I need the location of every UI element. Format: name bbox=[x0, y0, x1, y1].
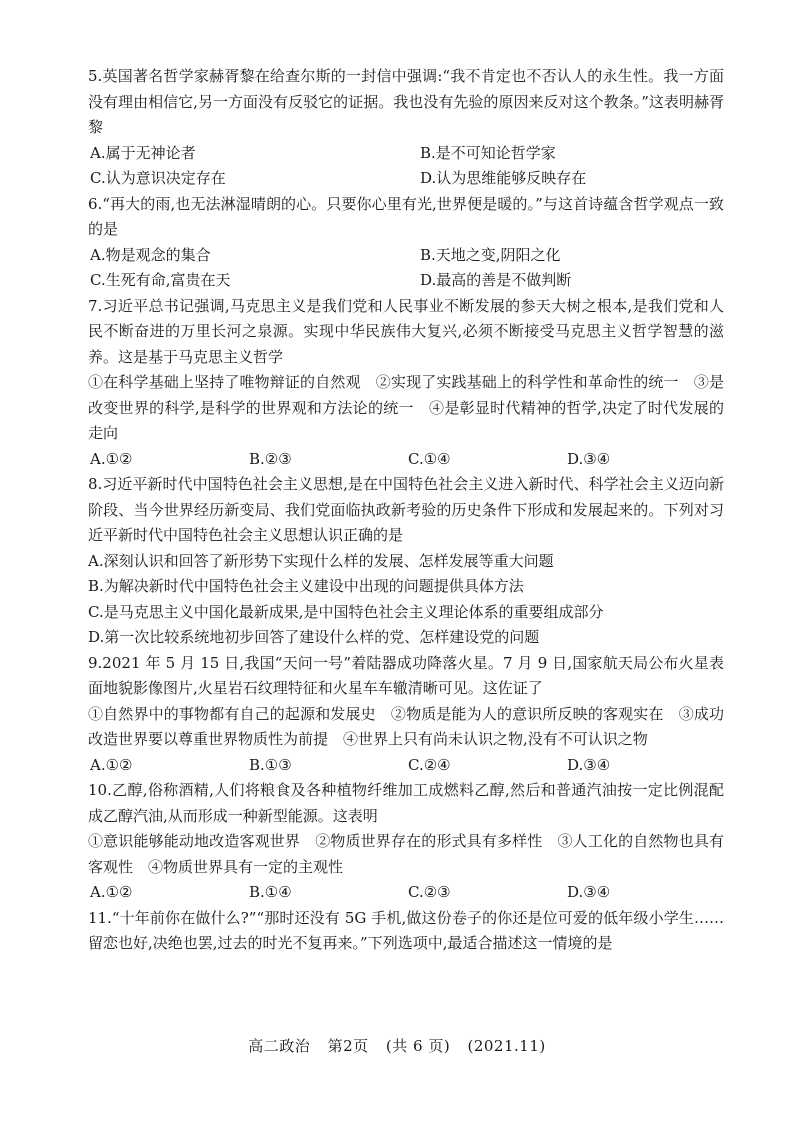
question-stem: 7.习近平总书记强调,马克思主义是我们党和人民事业不断发展的参天大树之根本,是我们党和人民不断奋进的万里长河之泉源。实现中华民族伟大复兴,必须不断接受马克思主义哲学智慧的滋养。这是基于马克思主义哲学 bbox=[88, 296, 724, 366]
footer-subject: 高二政治 bbox=[248, 1037, 311, 1055]
option-d: D.最高的善是不做判断 bbox=[420, 271, 572, 289]
question-stem: 8.习近平新时代中国特色社会主义思想,是在中国特色社会主义进入新时代、科学社会主义迈向新阶段、当今世界经历新变局、我们党面临执政新考验的历史条件下形成和发展起来的。下列对习近平新时代中国特色社会主义思想认识正确的是 bbox=[88, 475, 724, 544]
question-10 bbox=[88, 778, 724, 906]
question-statements: ①在科学基础上坚持了唯物辩证的自然观 ②实现了实践基础上的科学性和革命性的统一 ③是改变世界的科学,是科学的世界观和方法论的统一 ④是彰显时代精神的哲学,决定了时代发展的走向 bbox=[88, 373, 724, 442]
options bbox=[88, 880, 724, 906]
option-c: C.②③ bbox=[408, 883, 451, 901]
question-8 bbox=[88, 472, 724, 651]
option-d: D.认为思维能够反映存在 bbox=[420, 169, 587, 187]
question-stem: 9.2021 年 5 月 15 日,我国“天问一号”着陆器成功降落火星。7 月 9 日,国家航天局公布火星表面地貌影像图片,火星岩石纹理特征和火星车车辙清晰可见。这佐证了 bbox=[88, 653, 724, 697]
option-d: D.③④ bbox=[567, 755, 611, 774]
question-11 bbox=[88, 906, 724, 957]
question-list bbox=[88, 64, 724, 957]
question-stem: 6.“再大的雨,也无法淋湿晴朗的心。只要你心里有光,世界便是暖的。”与这首诗蕴含哲学观点一致的是 bbox=[88, 194, 724, 238]
footer-page: 第2页 bbox=[327, 1037, 369, 1055]
question-6 bbox=[88, 192, 724, 294]
option-c: C.是马克思主义中国化最新成果,是中国特色社会主义理论体系的重要组成部分 bbox=[88, 602, 604, 621]
question-statements: ①自然界中的事物都有自己的起源和发展史 ②物质是能为人的意识所反映的客观实在 ③成功改造世界要以尊重世界物质性为前提 ④世界上只有尚未认识之物,没有不可认识之物 bbox=[88, 704, 724, 748]
question-stem: 11.“十年前你在做什么?”“那时还没有 5G 手机,做这份卷子的你还是位可爱的低年级小学生……留恋也好,决绝也罢,过去的时光不复再来。”下列选项中,最适合描述这一情境的是 bbox=[88, 908, 724, 952]
option-d: D.③④ bbox=[567, 449, 611, 468]
option-b: B.②③ bbox=[249, 449, 292, 468]
option-c: C.①④ bbox=[408, 449, 451, 468]
question-5 bbox=[88, 64, 724, 192]
option-c: C.②④ bbox=[408, 755, 451, 774]
option-a: A.①② bbox=[90, 883, 133, 901]
question-stem: 10.乙醇,俗称酒精,人们将粮食及各种植物纤维加工成燃料乙醇,然后和普通汽油按一定比例混配成乙醇汽油,从而形成一种新型能源。这表明 bbox=[88, 781, 724, 825]
option-a: A.①② bbox=[90, 449, 133, 468]
options bbox=[88, 141, 724, 192]
option-c: C.生死有命,富贵在天 bbox=[90, 271, 231, 289]
option-a: A.物是观念的集合 bbox=[90, 245, 211, 264]
question-7 bbox=[88, 294, 724, 473]
option-c: C.认为意识决定存在 bbox=[90, 169, 226, 187]
option-d: D.第一次比较系统地初步回答了建设什么样的党、怎样建设党的问题 bbox=[88, 628, 540, 646]
option-b: B.①④ bbox=[249, 883, 292, 901]
question-statements: ①意识能够能动地改造客观世界 ②物质世界存在的形式具有多样性 ③人工化的自然物也具有客观性 ④物质世界具有一定的主观性 bbox=[88, 832, 724, 876]
footer-total: (共 6 页) bbox=[385, 1037, 451, 1055]
option-b: B.为解决新时代中国特色社会主义建设中出现的问题提供具体方法 bbox=[88, 577, 524, 595]
option-b: B.是不可知论哲学家 bbox=[420, 143, 556, 162]
option-a: A.①② bbox=[90, 755, 133, 774]
option-b: B.天地之变,阴阳之化 bbox=[420, 245, 561, 264]
option-d: D.③④ bbox=[567, 883, 611, 901]
options bbox=[88, 243, 724, 294]
question-stem: 5.英国著名哲学家赫胥黎在给查尔斯的一封信中强调:“我不肯定也不否认人的永生性。我一方面没有理由相信它,另一方面没有反驳它的证据。我也没有先验的原因来反对这个教条。”这表明赫胥黎 bbox=[88, 67, 724, 136]
option-a: A.属于无神论者 bbox=[90, 143, 196, 162]
option-b: B.①③ bbox=[249, 755, 292, 774]
options bbox=[88, 753, 724, 779]
option-a: A.深刻认识和回答了新形势下实现什么样的发展、怎样发展等重大问题 bbox=[88, 551, 554, 570]
footer-date: (2021.11) bbox=[467, 1037, 546, 1055]
page-footer bbox=[0, 1035, 794, 1056]
question-9 bbox=[88, 651, 724, 779]
options bbox=[88, 447, 724, 473]
